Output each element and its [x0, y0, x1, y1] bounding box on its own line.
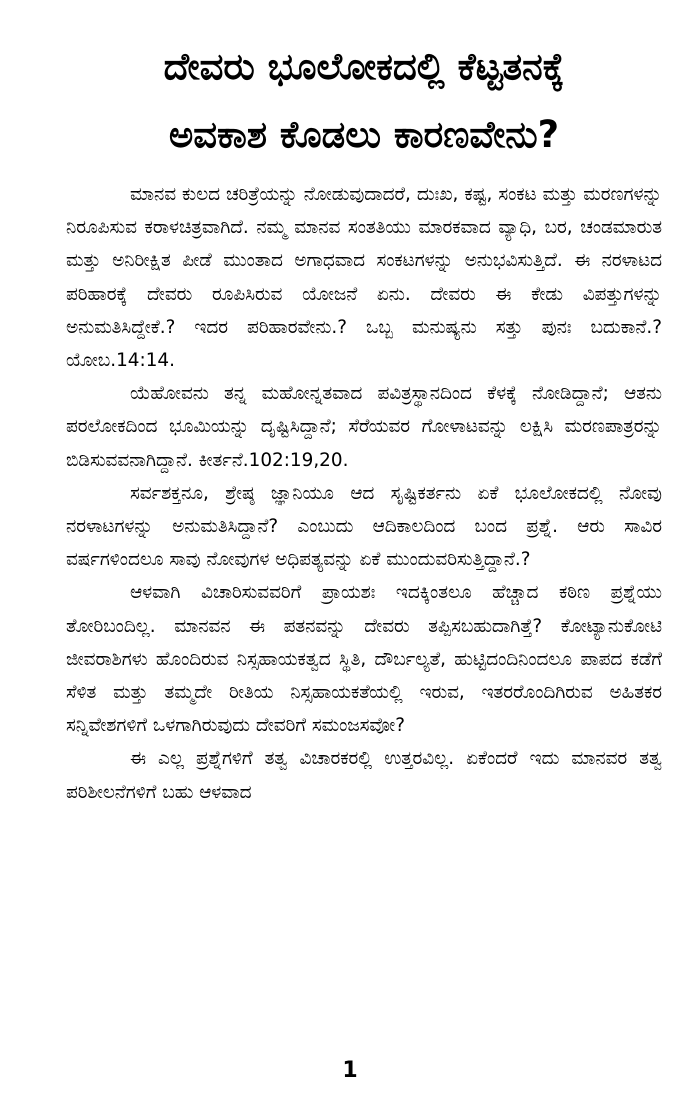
page-title [66, 34, 662, 168]
paragraph-5: ಈ ಎಲ್ಲ ಪ್ರಶ್ನೆಗಳಿಗೆ ತತ್ವ ವಿಚಾರಕರಲ್ಲಿ ಉತ್ತರವಿಲ್ಲ. ಏಕೆಂದರೆ ಇದು ಮಾನವರ ತತ್ವ ಪರಿಶೀಲನೆಗಳಿಗೆ ಬಹು ಆಳವಾದ [66, 748, 662, 803]
title-line-1: ದೇವರು ಭೂಲೋಕದಲ್ಲಿ ಕೆಟ್ಟತನಕ್ಕೆ [163, 45, 565, 88]
paragraph-1: ಮಾನವ ಕುಲದ ಚರಿತ್ರೆಯನ್ನು ನೋಡುವುದಾದರೆ, ದುಃಖ, ಕಷ್ಟ, ಸಂಕಟ ಮತ್ತು ಮರಣಗಳನ್ನು ನಿರೂಪಿಸುವ ಕರಾಳಚಿತ್ರವಾಗಿದೆ. ನಮ್ಮ ಮಾನವ ಸಂತತಿಯು ಮಾರಕವಾದ ವ್ಯಾಧಿ, ಬರ, ಚಂಡಮಾರುತ ಮತ್ತು ಅನಿರೀಕ್ಷಿತ ಪೀಡೆ ಮುಂತಾದ ಅಗಾಧವಾದ ಸಂಕಟಗಳನ್ನು ಅನುಭವಿಸುತ್ತಿದೆ. ಈ ನರಳಾಟದ ಪರಿಹಾರಕ್ಕೆ ದೇವರು ರೂಪಿಸಿರುವ ಯೋಜನೆ ಏನು. ದೇವರು ಈ ಕೇಡು ವಿಪತ್ತುಗಳನ್ನು ಅನುಮತಿಸಿದ್ದೇಕೆ.? ಇದರ ಪರಿಹಾರವೇನು.? ಒಬ್ಬ ಮನುಷ್ಯನು ಸತ್ತು ಪುನಃ ಬದುಕಾನೆ.? ಯೋಬ.14:14. [66, 184, 662, 372]
body-text [66, 178, 662, 809]
title-line-2: ಅವಕಾಶ ಕೊಡಲು ಕಾರಣವೇನು? [168, 113, 560, 156]
page-number: 1 [342, 1058, 358, 1083]
paragraph-2: ಯೆಹೋವನು ತನ್ನ ಮಹೋನ್ನತವಾದ ಪವಿತ್ರಸ್ಥಾನದಿಂದ ಕೆಳಕ್ಕೆ ನೋಡಿದ್ದಾನೆ; ಆತನು ಪರಲೋಕದಿಂದ ಭೂಮಿಯನ್ನು ದೃಷ್ಟಿಸಿದ್ದಾನೆ; ಸೆರೆಯವರ ಗೋಳಾಟವನ್ನು ಲಕ್ಷಿಸಿ ಮರಣಪಾತ್ರರನ್ನು ಬಿಡಿಸುವವನಾಗಿದ್ದಾನೆ. ಕೀರ್ತನೆ.102:19,20. [66, 383, 662, 471]
paragraph-4: ಆಳವಾಗಿ ವಿಚಾರಿಸುವವರಿಗೆ ಪ್ರಾಯಶಃ ಇದಕ್ಕಿಂತಲೂ ಹೆಚ್ಚಾದ ಕಠಿಣ ಪ್ರಶ್ನೆಯು ತೋರಿಬಂದಿಲ್ಲ. ಮಾನವನ ಈ ಪತನವನ್ನು ದೇವರು ತಪ್ಪಿಸಬಹುದಾಗಿತ್ತೆ? ಕೋಟ್ಯಾನುಕೋಟಿ ಜೀವರಾಶಿಗಳು ಹೊಂದಿರುವ ನಿಸ್ಸಹಾಯಕತ್ವದ ಸ್ಥಿತಿ, ದೌರ್ಬಲ್ಯತೆ, ಹುಟ್ಟಿದಂದಿನಿಂದಲೂ ಪಾಪದ ಕಡೆಗೆ ಸೆಳಿತ ಮತ್ತು ತಮ್ಮದೇ ರೀತಿಯ ನಿಸ್ಸಹಾಯಕತೆಯಲ್ಲಿ ಇರುವ, ಇತರರೊಂದಿಗಿರುವ ಅಹಿತಕರ ಸನ್ನಿವೇಶಗಳಿಗೆ ಒಳಗಾಗಿರುವುದು ದೇವರಿಗೆ ಸಮಂಜಸವೋ? [66, 582, 662, 737]
paragraph-3: ಸರ್ವಶಕ್ತನೂ, ಶ್ರೇಷ್ಠ ಜ್ಞಾನಿಯೂ ಆದ ಸೃಷ್ಟಿಕರ್ತನು ಏಕೆ ಭೂಲೋಕದಲ್ಲಿ ನೋವು ನರಳಾಟಗಳನ್ನು ಅನುಮತಿಸಿದ್ದಾನೆ? ಎಂಬುದು ಆದಿಕಾಲದಿಂದ ಬಂದ ಪ್ರಶ್ನೆ. ಆರು ಸಾವಿರ ವರ್ಷಗಳಿಂದಲೂ ಸಾವು ನೋವುಗಳ ಅಧಿಪತ್ಯವನ್ನು ಏಕೆ ಮುಂದುವರಿಸುತ್ತಿದ್ದಾನೆ.? [66, 482, 662, 571]
